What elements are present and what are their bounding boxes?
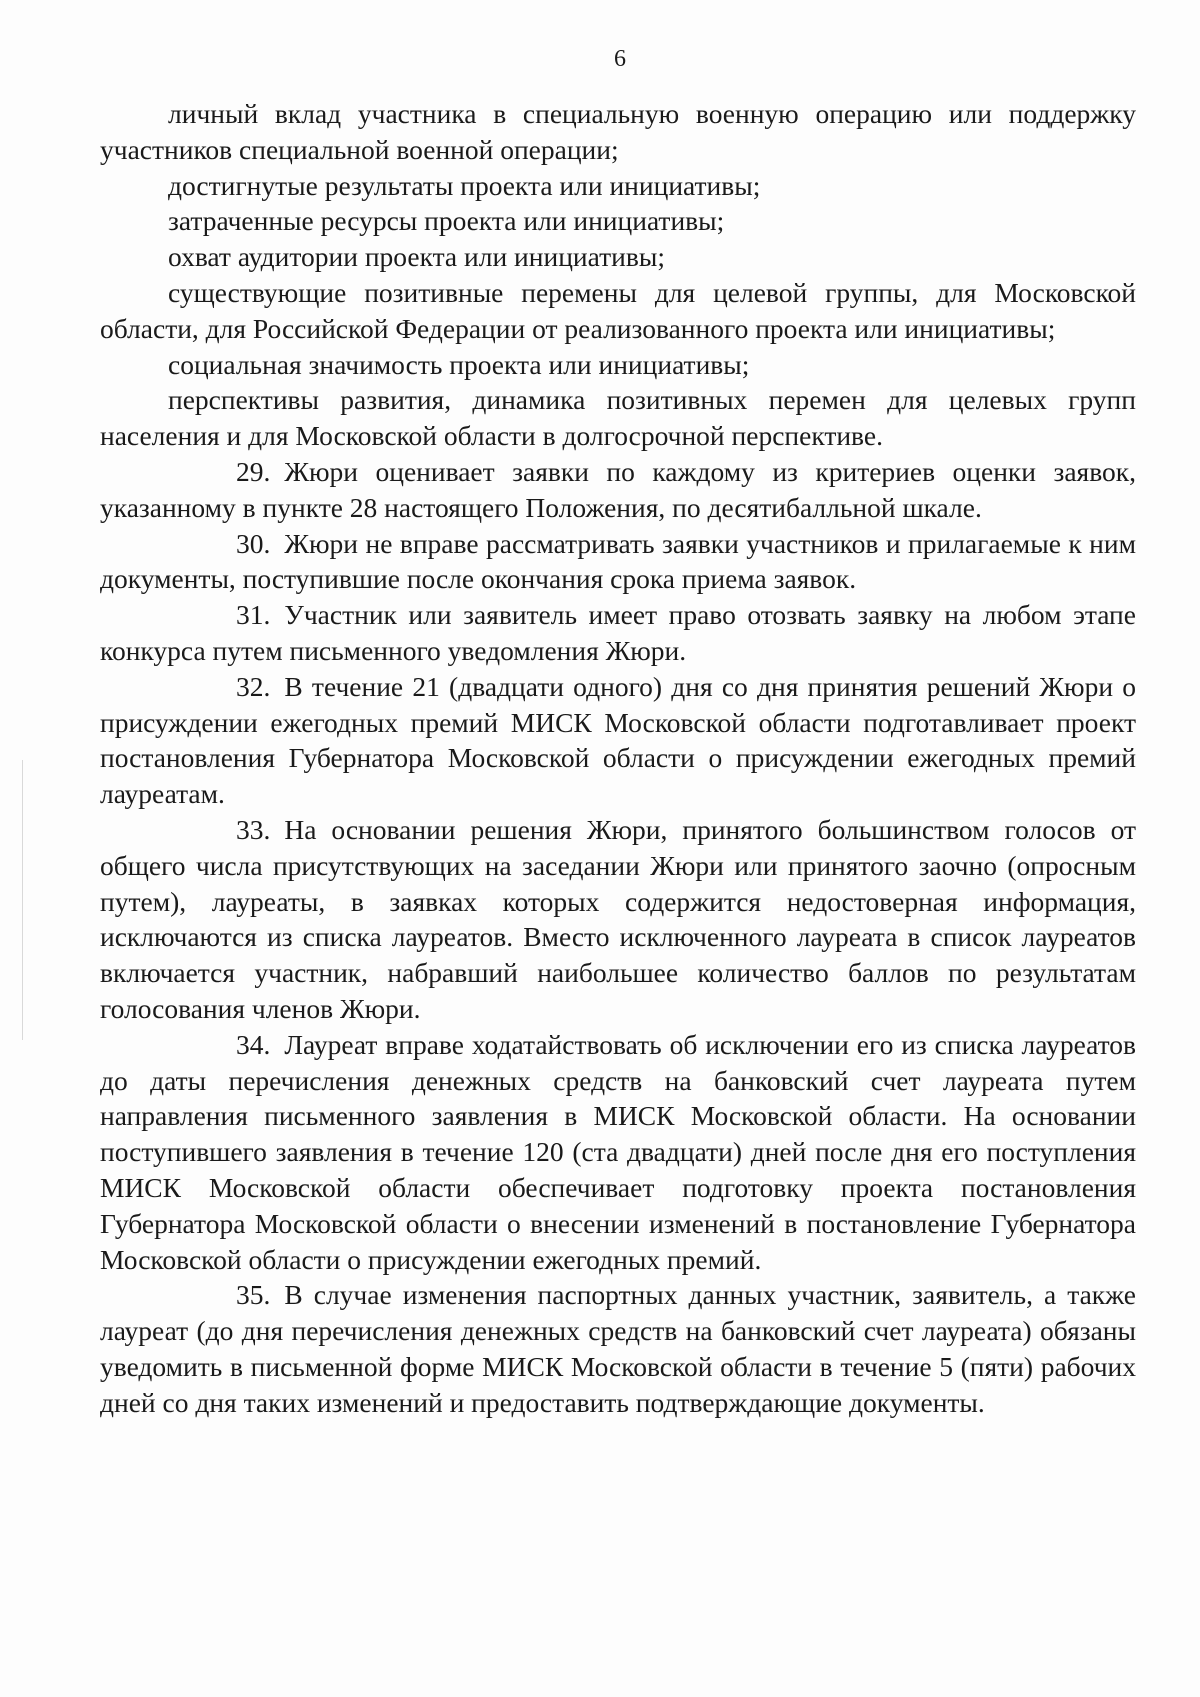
paragraph-number: 29. bbox=[236, 455, 271, 487]
paragraph-criterion-prospects: перспективы развития, динамика позитивных перемен для целевых групп населения и для Московской области в долгосрочной перспективе. bbox=[100, 384, 1136, 452]
paragraph-criterion-social-significance: социальная значимость проекта или инициативы; bbox=[168, 348, 750, 380]
document-body bbox=[100, 96, 1136, 1420]
paragraph-33: 33. На основании решения Жюри, принятого большинством голосов от общего числа присутствующих на заседании Жюри или принятого заочно (опросным путем), лауреаты, в заявках которых содержится недостоверная информация, исключаются из списка лауреатов. Вместо исключенного лауреата в список лауреатов включается участник, набравший наибольшее количество баллов по результатам голосования членов Жюри. bbox=[100, 813, 1136, 1024]
paragraph-32: 32. В течение 21 (двадцати одного) дня со дня принятия решений Жюри о присуждении ежегодных премий МИСК Московской области подготавливает проект постановления Губернатора Московской области о присуждении ежегодных премий лауреатам. bbox=[100, 670, 1136, 810]
paragraph-31: 31. Участник или заявитель имеет право отозвать заявку на любом этапе конкурса путем письменного уведомления Жюри. bbox=[100, 599, 1136, 666]
scan-margin-line bbox=[22, 760, 23, 1040]
paragraph-number: 33. bbox=[236, 813, 271, 845]
paragraph-35: 35. В случае изменения паспортных данных участник, заявитель, а также лауреат (до дня перечисления денежных средств на банковский счет лауреата) обязаны уведомить в письменной форме МИСК Московской области в течение 5 (пяти) рабочих дней со дня таких изменений и предоставить подтверждающие документы. bbox=[100, 1279, 1136, 1418]
page-number: 6 bbox=[614, 46, 626, 72]
paragraph-number: 30. bbox=[236, 527, 271, 559]
paragraph-30: 30. Жюри не вправе рассматривать заявки участников и прилагаемые к ним документы, поступившие после окончания срока приема заявок. bbox=[100, 527, 1136, 595]
paragraph-number: 32. bbox=[236, 670, 271, 702]
paragraph-34: 34. Лауреат вправе ходатайствовать об исключении его из списка лауреатов до даты перечисления денежных средств на банковский счет лауреата путем направления письменного заявления в МИСК Московской области. На основании поступившего заявления в течение 120 (ста двадцати) дней после дня его поступления МИСК Московской области обеспечивает подготовку проекта постановления Губернатора Московской области о внесении изменений в постановление Губернатора Московской области о присуждении ежегодных премий. bbox=[100, 1028, 1136, 1275]
paragraph-criterion-resources: затраченные ресурсы проекта или инициативы; bbox=[168, 205, 725, 237]
paragraph-29: 29. Жюри оценивает заявки по каждому из критериев оценки заявок, указанному в пункте 28 настоящего Положения, по десятибалльной шкале. bbox=[100, 455, 1136, 523]
paragraph-criterion-positive-changes: существующие позитивные перемены для целевой группы, для Московской области, для Российской Федерации от реализованного проекта или инициативы; bbox=[100, 276, 1136, 344]
paragraph-criterion-audience: охват аудитории проекта или инициативы; bbox=[168, 241, 665, 273]
paragraph-number: 35. bbox=[236, 1279, 271, 1311]
paragraph-number: 34. bbox=[236, 1028, 271, 1060]
paragraph-criterion-personal-contribution: личный вклад участника в специальную военную операцию или поддержку участников специальной военной операции; bbox=[100, 98, 1136, 165]
paragraph-criterion-results: достигнутые результаты проекта или инициативы; bbox=[168, 169, 761, 201]
paragraph-number: 31. bbox=[236, 599, 271, 631]
